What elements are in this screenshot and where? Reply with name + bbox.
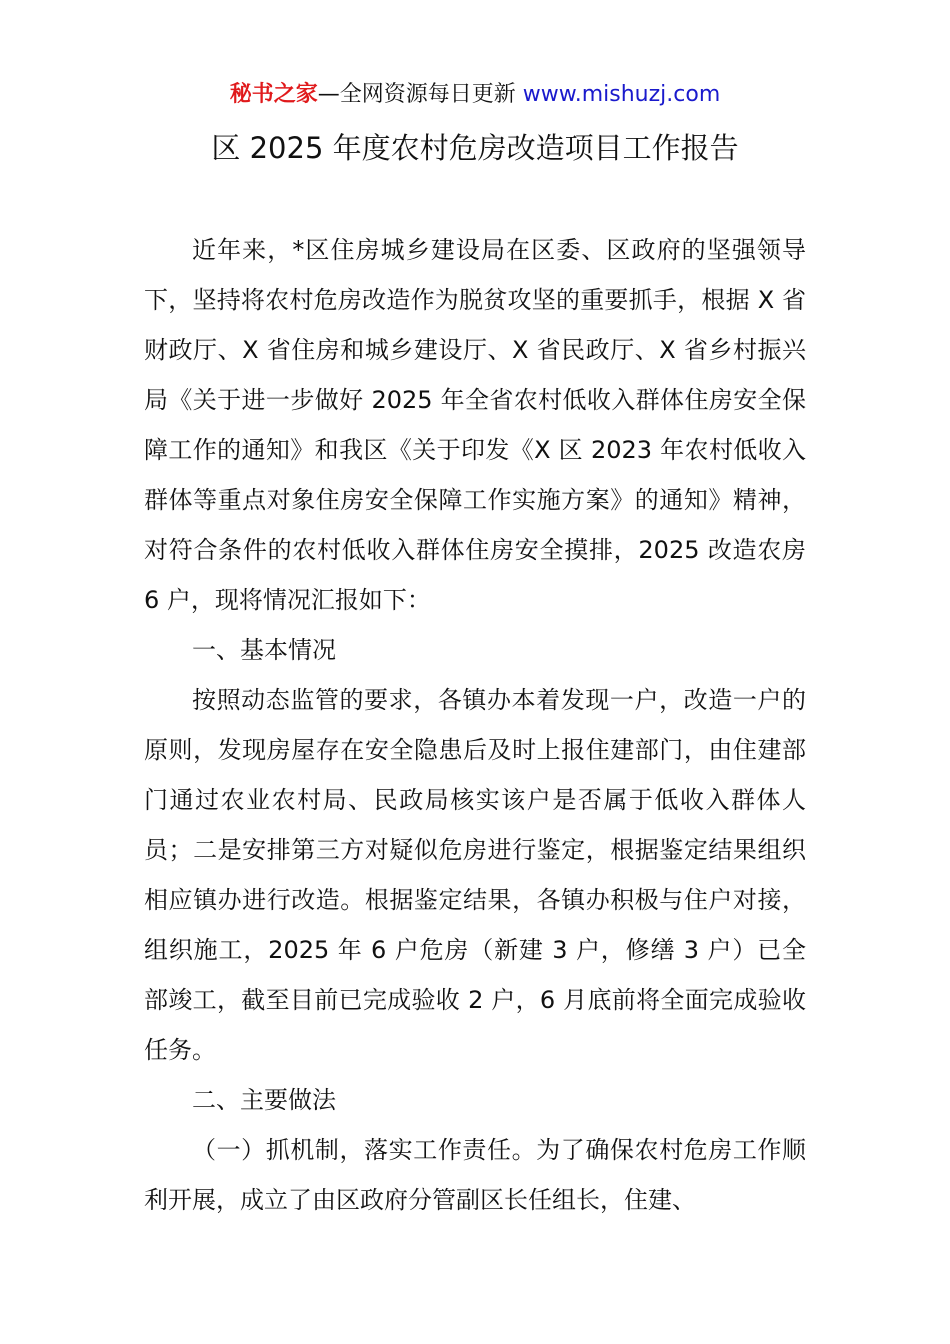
site-header — [0, 78, 950, 112]
section-heading-main-practices: 二、主要做法 — [192, 1086, 336, 1114]
section-heading-basic-situation: 一、基本情况 — [192, 636, 336, 664]
site-tagline: —全网资源每日更新 — [317, 82, 516, 107]
paragraph-intro: 近年来，*区住房城乡建设局在区委、区政府的坚强领导下，坚持将农村危房改造作为脱贫攻坚的重要抓手，根据 X 省财政厅、X 省住房和城乡建设厅、X 省民政厅、X 省乡村振兴局《关于进一步做好 2025 年全省农村低收入群体住房安全保障工作的通知》和我区《关于印发《X 区 2023 年农村低收入群体等重点对象住房安全保障工作实施方案》的通知》精神，对符合条件的农村低收入群体住房安全摸排，2025 改造农房 6 户，现将情况汇报如下： — [144, 236, 806, 614]
site-url-link[interactable]: www.mishuzj.com — [522, 82, 721, 107]
paragraph-basic-situation: 按照动态监管的要求，各镇办本着发现一户，改造一户的原则，发现房屋存在安全隐患后及时上报住建部门，由住建部门通过农业农村局、民政局核实该户是否属于低收入群体人员；二是安排第三方对疑似危房进行鉴定，根据鉴定结果组织相应镇办进行改造。根据鉴定结果，各镇办积极与住户对接，组织施工，2025 年 6 户危房（新建 3 户，修缮 3 户）已全部竣工，截至目前已完成验收 2 户，6 月底前将全面完成验收任务。 — [144, 686, 806, 1064]
document-title: 区 2025 年度农村危房改造项目工作报告 — [211, 131, 739, 165]
paragraph-mechanism: （一）抓机制，落实工作责任。为了确保农村危房工作顺利开展，成立了由区政府分管副区长任组长，住建、 — [144, 1136, 806, 1214]
site-name: 秘书之家 — [229, 82, 318, 107]
document-body — [144, 225, 806, 1225]
